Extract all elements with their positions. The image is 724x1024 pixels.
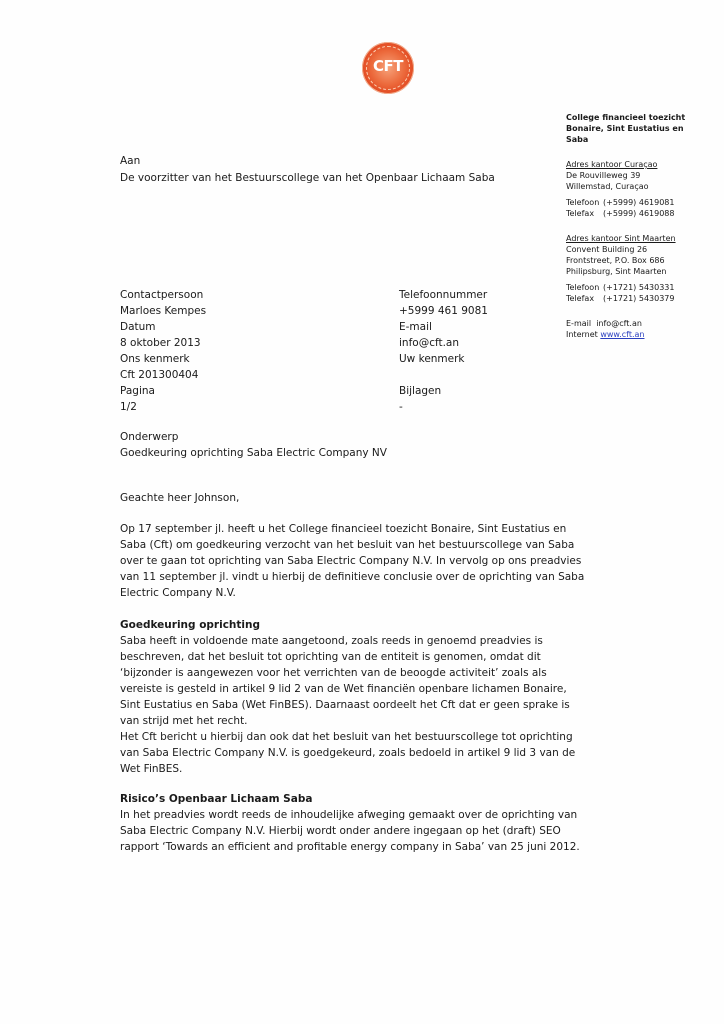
our-reference-label: Ons kenmerk <box>120 353 190 365</box>
email-value: info@cft.an <box>399 337 460 349</box>
email-label: E-mail <box>399 321 432 333</box>
fax-label: Telefax <box>566 294 595 303</box>
office-sint-maarten-heading: Adres kantoor Sint Maarten <box>566 234 676 243</box>
fax-value: (+1721) 5430379 <box>603 294 675 303</box>
section-approval <box>120 617 620 777</box>
paragraph-line: Sint Eustatius en Saba (Wet FinBES). Daarnaast oordeelt het Cft dat er geen sprake is <box>120 699 570 711</box>
section-risks <box>120 791 620 855</box>
paragraph-line: Wet FinBES. <box>120 763 183 775</box>
office-sint-maarten <box>566 233 716 304</box>
our-reference-value: Cft 201300404 <box>120 369 199 381</box>
phone-row <box>566 197 716 208</box>
contact-person-label: Contactpersoon <box>120 289 204 301</box>
addressee-label: Aan <box>120 155 141 167</box>
phone-number-value: +5999 461 9081 <box>399 305 488 317</box>
section-heading: Goedkeuring oprichting <box>120 619 261 631</box>
paragraph-line: van Saba Electric Company N.V. is goedgekeurd, zoals bedoeld in artikel 9 lid 3 van de <box>120 747 576 759</box>
paragraph-line: van 11 september jl. vindt u hierbij de definitieve conclusie over de oprichting van Saba <box>120 571 585 583</box>
addressee-block <box>120 153 495 187</box>
address-line: De Rouvilleweg 39 <box>566 171 641 180</box>
address-line: Philipsburg, Sint Maarten <box>566 267 667 276</box>
logo-text: CFT <box>373 57 403 75</box>
fax-row <box>566 293 716 304</box>
date-label: Datum <box>120 321 156 333</box>
paragraph-line: over te gaan tot oprichting van Saba Electric Company N.V. In vervolg op ons preadvies <box>120 555 582 567</box>
your-reference-label: Uw kenmerk <box>399 353 465 365</box>
paragraph-line: rapport ‘Towards an efficient and profitable energy company in Saba’ van 25 juni 2012. <box>120 841 580 853</box>
organization-name-line: Saba <box>566 135 589 144</box>
organization-name <box>566 112 716 145</box>
fax-value: (+5999) 4619088 <box>603 209 675 218</box>
phone-label: Telefoon <box>566 198 600 207</box>
phone-label: Telefoon <box>566 283 600 292</box>
subject-label: Onderwerp <box>120 431 179 443</box>
subject-block <box>120 429 387 461</box>
phone-value: (+1721) 5430331 <box>603 283 675 292</box>
organization-name-line: College financieel toezicht <box>566 113 686 122</box>
paragraph-line: vereiste is gesteld in artikel 9 lid 2 van de Wet financiën openbare lichamen Bonaire, <box>120 683 567 695</box>
office-curacao-heading: Adres kantoor Curaçao <box>566 160 658 169</box>
paragraph-line: Saba (Cft) om goedkeuring verzocht van het besluit van het bestuurscollege van Saba <box>120 539 575 551</box>
paragraph-line: Saba Electric Company N.V. Hierbij wordt onder andere ingegaan op het (draft) SEO <box>120 825 561 837</box>
date-value: 8 oktober 2013 <box>120 337 201 349</box>
salutation: Geachte heer Johnson, <box>120 492 240 504</box>
internet-label: Internet <box>566 330 598 339</box>
phone-value: (+5999) 4619081 <box>603 198 675 207</box>
internet-row <box>566 329 716 340</box>
website-link[interactable]: www.cft.an <box>600 330 645 339</box>
fax-label: Telefax <box>566 209 595 218</box>
paragraph-line: van strijd met het recht. <box>120 715 248 727</box>
intro-paragraph <box>120 521 620 601</box>
page-value: 1/2 <box>120 401 137 413</box>
organization-sidebar <box>566 112 716 340</box>
paragraph-line: Saba heeft in voldoende mate aangetoond, zoals reeds in genoemd preadvies is <box>120 635 543 647</box>
subject-value: Goedkeuring oprichting Saba Electric Company NV <box>120 447 387 459</box>
addressee-name: De voorzitter van het Bestuurscollege van het Openbaar Lichaam Saba <box>120 172 495 184</box>
email-label: E-mail <box>566 319 592 328</box>
address-line: Convent Building 26 <box>566 245 648 254</box>
email-row <box>566 318 716 329</box>
office-curacao <box>566 159 716 219</box>
address-line: Frontstreet, P.O. Box 686 <box>566 256 665 265</box>
paragraph-line: Op 17 september jl. heeft u het College financieel toezicht Bonaire, Sint Eustatius en <box>120 523 567 535</box>
email-value: info@cft.an <box>596 319 642 328</box>
page-label: Pagina <box>120 385 155 397</box>
attachments-value: - <box>399 401 403 413</box>
organization-name-line: Bonaire, Sint Eustatius en <box>566 124 684 133</box>
phone-row <box>566 282 716 293</box>
address-line: Willemstad, Curaçao <box>566 182 649 191</box>
paragraph-line: beschreven, dat het besluit tot oprichting van de entiteit is genomen, omdat dit <box>120 651 541 663</box>
section-heading: Risico’s Openbaar Lichaam Saba <box>120 793 313 805</box>
attachments-label: Bijlagen <box>399 385 442 397</box>
meta-left-column <box>120 287 370 415</box>
paragraph-line: In het preadvies wordt reeds de inhoudelijke afweging gemaakt over de oprichting van <box>120 809 578 821</box>
fax-row <box>566 208 716 219</box>
contact-person-value: Marloes Kempes <box>120 305 207 317</box>
phone-number-label: Telefoonnummer <box>399 289 488 301</box>
meta-right-column <box>399 287 549 415</box>
paragraph-line: ‘bijzonder is aangewezen voor het verrichten van de beoogde activiteit’ zoals als <box>120 667 547 679</box>
your-reference-value <box>399 367 549 383</box>
paragraph-line: Electric Company N.V. <box>120 587 236 599</box>
contact-info <box>566 318 716 340</box>
paragraph-line: Het Cft bericht u hierbij dan ook dat het besluit van het bestuurscollege tot oprichting <box>120 731 573 743</box>
cft-logo <box>362 42 414 94</box>
